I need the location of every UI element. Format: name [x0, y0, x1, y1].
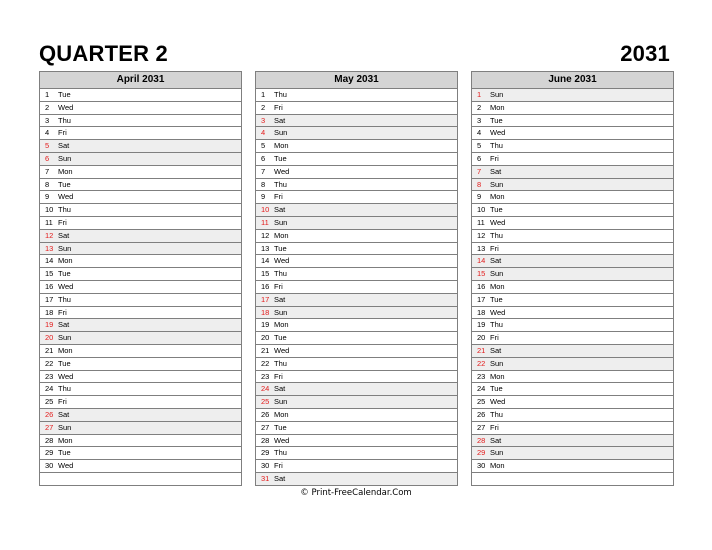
- weekday-name: Sat: [490, 435, 502, 445]
- weekday-name: Wed: [490, 307, 506, 317]
- weekday-name: Tue: [58, 179, 71, 189]
- day-number: 2: [477, 102, 482, 112]
- quarter-title: QUARTER 2: [39, 41, 168, 66]
- day-number: 6: [45, 153, 50, 163]
- weekday-name: Tue: [274, 422, 287, 432]
- weekday-name: Fri: [58, 217, 67, 227]
- day-row: [472, 460, 673, 473]
- weekday-name: Thu: [490, 141, 503, 151]
- day-number: 3: [477, 115, 482, 125]
- weekday-name: Sat: [274, 384, 286, 394]
- day-row: [40, 294, 241, 307]
- weekday-name: Wed: [274, 256, 290, 266]
- weekday-name: Fri: [490, 422, 499, 432]
- day-number: 1: [477, 90, 482, 99]
- day-rows: [256, 89, 457, 486]
- day-number: 14: [261, 256, 270, 266]
- day-number: 31: [261, 473, 270, 483]
- weekday-name: Mon: [274, 230, 289, 240]
- day-number: 13: [45, 243, 54, 253]
- day-number: 17: [477, 294, 486, 304]
- day-row: [256, 204, 457, 217]
- day-row: [40, 89, 241, 102]
- day-number: 27: [261, 422, 270, 432]
- day-number: 23: [45, 371, 54, 381]
- day-row: [472, 281, 673, 294]
- footer-credit: © Print-FreeCalendar.Com: [300, 488, 412, 498]
- day-row: [40, 371, 241, 384]
- day-row: [256, 191, 457, 204]
- weekday-name: Thu: [274, 358, 287, 368]
- day-number: 13: [477, 243, 486, 253]
- weekday-name: Fri: [58, 397, 67, 407]
- month-header: May 2031: [256, 72, 457, 89]
- day-row: [256, 307, 457, 320]
- day-number: 24: [261, 384, 270, 394]
- day-row: [40, 179, 241, 192]
- day-number: 8: [261, 179, 266, 189]
- day-number: 23: [477, 371, 486, 381]
- day-row: [40, 230, 241, 243]
- weekday-name: Tue: [490, 384, 503, 394]
- day-row: [40, 435, 241, 448]
- day-row: [472, 255, 673, 268]
- month-table-june: [471, 71, 674, 486]
- day-number: 19: [261, 320, 270, 330]
- weekday-name: Sat: [274, 473, 286, 483]
- day-row: [40, 102, 241, 115]
- day-row: [256, 153, 457, 166]
- day-number: 30: [261, 461, 270, 471]
- day-number: 25: [45, 397, 54, 407]
- day-row: [256, 396, 457, 409]
- day-number: 24: [45, 384, 54, 394]
- day-number: 18: [45, 307, 54, 317]
- weekday-name: Tue: [58, 358, 71, 368]
- day-number: 13: [261, 243, 270, 253]
- day-row: [40, 345, 241, 358]
- day-number: 1: [261, 90, 266, 99]
- day-number: 16: [261, 281, 270, 291]
- weekday-name: Thu: [274, 269, 287, 279]
- weekday-name: Thu: [58, 294, 71, 304]
- day-row: [256, 473, 457, 486]
- weekday-name: Mon: [58, 256, 73, 266]
- day-row: [256, 102, 457, 115]
- weekday-name: Mon: [490, 371, 505, 381]
- day-number: 25: [477, 397, 486, 407]
- day-number: 19: [477, 320, 486, 330]
- day-row: [40, 409, 241, 422]
- day-row: [40, 115, 241, 128]
- day-row: [256, 319, 457, 332]
- weekday-name: Sun: [490, 90, 504, 99]
- month-table-may: [255, 71, 458, 486]
- day-row: [256, 383, 457, 396]
- day-number: 12: [45, 230, 54, 240]
- weekday-name: Sun: [490, 448, 504, 458]
- day-number: 7: [45, 166, 50, 176]
- day-row: [256, 371, 457, 384]
- weekday-name: Wed: [58, 102, 74, 112]
- day-row: [472, 243, 673, 256]
- day-row: [256, 435, 457, 448]
- day-row: [256, 358, 457, 371]
- weekday-name: Tue: [274, 333, 287, 343]
- day-number: 18: [477, 307, 486, 317]
- day-row: [256, 332, 457, 345]
- day-row: [472, 383, 673, 396]
- day-number: 1: [45, 90, 50, 99]
- day-number: 27: [477, 422, 486, 432]
- weekday-name: Sun: [274, 397, 288, 407]
- weekday-name: Sun: [58, 243, 72, 253]
- day-row: [40, 204, 241, 217]
- weekday-name: Wed: [58, 461, 74, 471]
- weekday-name: Fri: [274, 102, 283, 112]
- day-row: [40, 191, 241, 204]
- weekday-name: Sun: [490, 269, 504, 279]
- day-row: [40, 255, 241, 268]
- day-row: [40, 127, 241, 140]
- weekday-name: Wed: [274, 345, 290, 355]
- day-row: [40, 140, 241, 153]
- day-number: 23: [261, 371, 270, 381]
- weekday-name: Fri: [490, 243, 499, 253]
- day-number: 14: [45, 256, 54, 266]
- weekday-name: Sun: [58, 333, 72, 343]
- day-number: 5: [477, 141, 482, 151]
- weekday-name: Mon: [58, 166, 73, 176]
- day-row: [472, 319, 673, 332]
- weekday-name: Mon: [490, 281, 505, 291]
- day-number: 10: [477, 205, 486, 215]
- day-number: 16: [477, 281, 486, 291]
- weekday-name: Sun: [274, 217, 288, 227]
- day-number: 29: [261, 448, 270, 458]
- day-row: [40, 217, 241, 230]
- day-row: [472, 179, 673, 192]
- day-row: [472, 422, 673, 435]
- weekday-name: Mon: [274, 141, 289, 151]
- weekday-name: Tue: [274, 243, 287, 253]
- weekday-name: Fri: [58, 128, 67, 138]
- weekday-name: Wed: [58, 281, 74, 291]
- day-row: [472, 166, 673, 179]
- weekday-name: Wed: [58, 192, 74, 202]
- weekday-name: Sat: [58, 141, 70, 151]
- day-number: 17: [261, 294, 270, 304]
- day-row: [472, 371, 673, 384]
- weekday-name: Thu: [490, 230, 503, 240]
- weekday-name: Tue: [274, 153, 287, 163]
- day-number: 15: [45, 269, 54, 279]
- day-number: 9: [45, 192, 50, 202]
- day-rows: [472, 89, 673, 486]
- weekday-name: Sat: [490, 166, 502, 176]
- day-row: [472, 268, 673, 281]
- weekday-name: Fri: [58, 307, 67, 317]
- weekday-name: Fri: [274, 371, 283, 381]
- day-row: [40, 319, 241, 332]
- day-number: 20: [477, 333, 486, 343]
- day-row: [472, 140, 673, 153]
- day-number: 11: [45, 217, 53, 227]
- day-row: [472, 294, 673, 307]
- weekday-name: Wed: [274, 166, 290, 176]
- weekday-name: Tue: [58, 90, 71, 99]
- weekday-name: Sun: [490, 358, 504, 368]
- day-number: 6: [477, 153, 482, 163]
- day-row: [40, 166, 241, 179]
- day-number: 7: [261, 166, 266, 176]
- day-number: 3: [45, 115, 50, 125]
- day-number: 8: [477, 179, 482, 189]
- day-number: 30: [477, 461, 486, 471]
- day-row: [40, 268, 241, 281]
- weekday-name: Wed: [490, 217, 506, 227]
- weekday-name: Sun: [490, 179, 504, 189]
- day-number: 11: [261, 217, 269, 227]
- day-number: 22: [45, 358, 54, 368]
- weekday-name: Thu: [58, 205, 71, 215]
- day-row: [256, 255, 457, 268]
- day-row: [256, 422, 457, 435]
- day-number: 15: [477, 269, 486, 279]
- weekday-name: Sat: [58, 409, 70, 419]
- weekday-name: Sat: [274, 294, 286, 304]
- day-number: 25: [261, 397, 270, 407]
- weekday-name: Sat: [58, 230, 70, 240]
- day-number: 21: [45, 345, 54, 355]
- day-number: 27: [45, 422, 54, 432]
- day-row: [256, 460, 457, 473]
- day-number: 26: [45, 409, 54, 419]
- day-row: [40, 422, 241, 435]
- weekday-name: Sun: [274, 128, 288, 138]
- day-row: [40, 243, 241, 256]
- day-number: 22: [477, 358, 486, 368]
- day-number: 28: [261, 435, 270, 445]
- weekday-name: Fri: [274, 461, 283, 471]
- day-row: [256, 447, 457, 460]
- weekday-name: Mon: [58, 435, 73, 445]
- weekday-name: Wed: [274, 435, 290, 445]
- day-number: 9: [477, 192, 482, 202]
- day-row: [256, 127, 457, 140]
- weekday-name: Sun: [274, 307, 288, 317]
- day-number: 10: [261, 205, 270, 215]
- weekday-name: Tue: [490, 115, 503, 125]
- day-row: [256, 230, 457, 243]
- weekday-name: Fri: [490, 333, 499, 343]
- day-row: [256, 268, 457, 281]
- day-row: [472, 435, 673, 448]
- day-row: [40, 358, 241, 371]
- day-row: [472, 102, 673, 115]
- weekday-name: Mon: [274, 409, 289, 419]
- day-number: 12: [261, 230, 270, 240]
- day-number: 26: [261, 409, 270, 419]
- weekday-name: Sat: [58, 320, 70, 330]
- weekday-name: Sat: [274, 205, 286, 215]
- month-table-april: [39, 71, 242, 486]
- day-row: [472, 115, 673, 128]
- weekday-name: Mon: [490, 192, 505, 202]
- weekday-name: Sat: [274, 115, 286, 125]
- weekday-name: Mon: [274, 320, 289, 330]
- weekday-name: Mon: [490, 102, 505, 112]
- day-number: 16: [45, 281, 54, 291]
- day-row: [472, 409, 673, 422]
- day-row: [256, 115, 457, 128]
- weekday-name: Tue: [58, 269, 71, 279]
- weekday-name: Fri: [490, 153, 499, 163]
- day-number: 26: [477, 409, 486, 419]
- day-number: 7: [477, 166, 482, 176]
- day-number: 6: [261, 153, 266, 163]
- weekday-name: Thu: [274, 179, 287, 189]
- day-row: [256, 89, 457, 102]
- weekday-name: Wed: [490, 397, 506, 407]
- day-row: [472, 447, 673, 460]
- weekday-name: Thu: [490, 320, 503, 330]
- day-rows: [40, 89, 241, 486]
- day-number: 29: [477, 448, 486, 458]
- day-row: [256, 140, 457, 153]
- day-row: [472, 307, 673, 320]
- day-row: [40, 153, 241, 166]
- weekday-name: Wed: [58, 371, 74, 381]
- day-number: 4: [477, 128, 482, 138]
- day-number: 11: [477, 217, 485, 227]
- day-row: [472, 191, 673, 204]
- day-number: 21: [261, 345, 270, 355]
- day-row: [472, 230, 673, 243]
- day-row: [472, 358, 673, 371]
- weekday-name: Tue: [490, 205, 503, 215]
- day-row: [40, 332, 241, 345]
- day-row: [472, 332, 673, 345]
- weekday-name: Thu: [58, 384, 71, 394]
- day-row: [40, 281, 241, 294]
- day-number: 30: [45, 461, 54, 471]
- month-header: June 2031: [472, 72, 673, 89]
- year-title: 2031: [620, 41, 670, 66]
- day-number: 28: [45, 435, 54, 445]
- weekday-name: Thu: [58, 115, 71, 125]
- weekday-name: Thu: [490, 409, 503, 419]
- day-row: [472, 127, 673, 140]
- day-row: [256, 166, 457, 179]
- day-number: 14: [477, 256, 486, 266]
- day-number: 29: [45, 448, 54, 458]
- day-number: 24: [477, 384, 486, 394]
- weekday-name: Fri: [274, 281, 283, 291]
- day-row: [256, 243, 457, 256]
- day-number: 28: [477, 435, 486, 445]
- weekday-name: Sun: [58, 422, 72, 432]
- day-row: [472, 217, 673, 230]
- day-row: [256, 409, 457, 422]
- day-number: 5: [45, 141, 50, 151]
- day-row: [256, 217, 457, 230]
- day-row: [40, 396, 241, 409]
- day-number: 19: [45, 320, 54, 330]
- day-number: 20: [45, 333, 54, 343]
- day-number: 21: [477, 345, 486, 355]
- weekday-name: Thu: [274, 448, 287, 458]
- day-number: 8: [45, 179, 50, 189]
- weekday-name: Sun: [58, 153, 72, 163]
- month-header: April 2031: [40, 72, 241, 89]
- day-number: 22: [261, 358, 270, 368]
- day-number: 4: [45, 128, 50, 138]
- weekday-name: Tue: [58, 448, 71, 458]
- weekday-name: Wed: [490, 128, 506, 138]
- day-row: [472, 345, 673, 358]
- day-row: [40, 307, 241, 320]
- day-row: [472, 153, 673, 166]
- day-number: 10: [45, 205, 54, 215]
- weekday-name: Fri: [274, 192, 283, 202]
- day-number: 4: [261, 128, 266, 138]
- day-row: [472, 89, 673, 102]
- day-row: [256, 294, 457, 307]
- weekday-name: Mon: [58, 345, 73, 355]
- day-number: 9: [261, 192, 266, 202]
- day-number: 18: [261, 307, 270, 317]
- weekday-name: Tue: [490, 294, 503, 304]
- weekday-name: Sat: [490, 256, 502, 266]
- weekday-name: Mon: [490, 461, 505, 471]
- day-number: 12: [477, 230, 486, 240]
- day-row: [472, 473, 673, 486]
- day-row: [256, 179, 457, 192]
- day-number: 20: [261, 333, 270, 343]
- day-row: [256, 345, 457, 358]
- day-number: 2: [261, 102, 266, 112]
- day-row: [40, 460, 241, 473]
- day-number: 2: [45, 102, 50, 112]
- day-row: [472, 396, 673, 409]
- day-row: [256, 281, 457, 294]
- day-row: [40, 473, 241, 486]
- day-row: [472, 204, 673, 217]
- weekday-name: Sat: [490, 345, 502, 355]
- day-row: [40, 447, 241, 460]
- day-number: 5: [261, 141, 266, 151]
- day-number: 17: [45, 294, 54, 304]
- weekday-name: Thu: [274, 90, 287, 99]
- day-row: [40, 383, 241, 396]
- day-number: 3: [261, 115, 266, 125]
- day-number: 15: [261, 269, 270, 279]
